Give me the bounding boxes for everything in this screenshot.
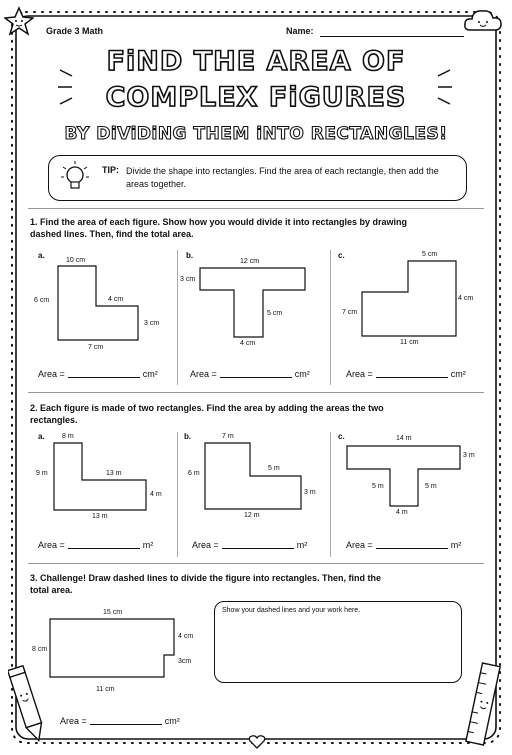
q2c-bottom-label: 4 m [396,509,408,516]
q2c-right-label: 3 m [463,452,475,459]
tip-text: Divide the shape into rectangles. Find the area of each rectangle, then add the areas together. [126,166,439,189]
q2b-right-label: 3 m [304,489,316,496]
pencil-icon [8,664,48,746]
q3-area: Area = cm² [60,716,180,726]
q2b-top-label: 7 m [222,433,234,440]
q1c-left-label: 7 cm [342,309,358,316]
q1a-letter: a. [38,251,45,260]
name-label: Name: [286,26,314,36]
q1-prompt: 1. Find the area of each figure. Show how you would divide it into rectangles by drawing dashed lines. Then, find the total area. [30,217,408,239]
q1c-letter: c. [338,251,345,260]
q1b-area: Area = cm² [190,369,310,379]
q3-bottom-label: 11 cm [96,686,115,693]
q1b-letter: b. [186,251,194,260]
q1c-right-label: 4 cm [458,295,474,302]
q1b-bottom-label: 4 cm [240,340,256,347]
q2b-left-label: 6 m [188,470,200,477]
title-line-1: FiND THE AREA OF [106,46,406,77]
q2b-area: Area = m² [192,540,308,550]
work-box-label: Show your dashed lines and your work here. [222,607,361,614]
heart-icon [248,734,266,750]
q1c-bottom-label: 11 cm [400,339,419,346]
q2c-top-label: 14 m [396,435,412,442]
q1a-right-label: 3 cm [144,320,160,327]
q1a-top-label: 10 cm [66,257,86,264]
q2c-letter: c. [338,432,345,441]
q3-right1-label: 4 cm [178,633,194,640]
q2a-bottom-label: 13 m [92,513,108,520]
q3-left-label: 8 cm [32,646,48,653]
q2b-mid-label: 5 m [268,465,280,472]
q3-right2-label: 3cm [178,658,192,665]
title-line-3: BY DiViDiNG THEM iNTO RECTANGLES! [64,124,448,144]
q2b-bottom-label: 12 m [244,512,260,519]
q3-answer-line[interactable] [90,724,162,725]
ruler-icon [462,660,504,748]
q1a-area: Area = cm² [38,369,158,379]
q1b-top-label: 12 cm [240,258,260,265]
q2a-mid-label: 13 m [106,470,122,477]
q2c-stem-left-label: 5 m [372,483,384,490]
q1a-left-label: 6 cm [34,297,50,304]
q1a-mid-label: 4 cm [108,296,124,303]
q2a-left-label: 9 m [36,470,48,477]
q1a-bottom-label: 7 cm [88,344,104,351]
q2a-right-label: 4 m [150,491,162,498]
q1b-stem-label: 5 cm [267,310,283,317]
q2a-top-label: 8 m [62,433,74,440]
q3-prompt: 3. Challenge! Draw dashed lines to divide the figure into rectangles. Then, find the total area. [30,573,382,595]
q2a-letter: a. [38,432,45,441]
tip-label: TIP: [102,165,119,175]
q2-prompt: 2. Each figure is made of two rectangles. Find the area by adding the areas the two rectangles. [30,403,384,425]
q2a-area: Area = m² [38,540,154,550]
grade-label: Grade 3 Math [46,26,104,36]
q2c-area: Area = m² [346,540,462,550]
q1b-left-label: 3 cm [180,276,196,283]
title-line-2: COMPLEX FiGURES [105,82,407,113]
q1c-top-label: 5 cm [422,251,438,258]
q3-top-label: 15 cm [103,609,123,616]
q2c-stem-right-label: 5 m [425,483,437,490]
q2b-letter: b. [184,432,192,441]
q1c-area: Area = cm² [346,369,466,379]
